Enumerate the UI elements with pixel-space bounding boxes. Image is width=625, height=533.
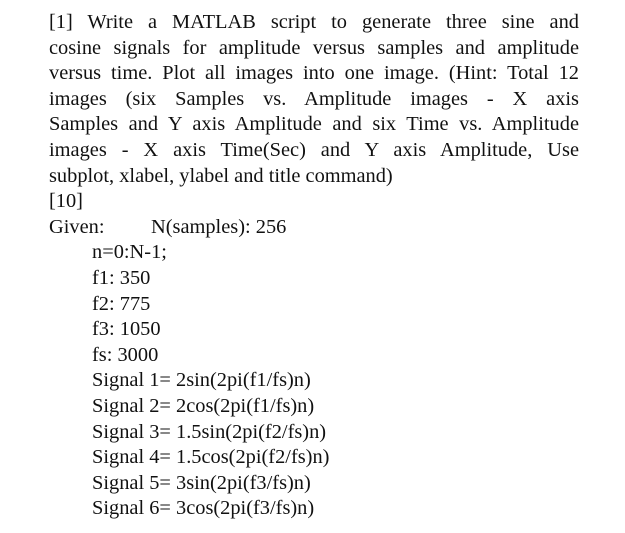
given-list — [49, 240, 579, 522]
question-line: subplot, xlabel, ylabel and title command) — [49, 164, 393, 187]
question-line: images - X axis Time(Sec) and Y axis Amplitude, Use — [49, 138, 579, 161]
given-item: Signal 3= 1.5sin(2pi(f2/fs)n) — [92, 420, 327, 443]
question-line: cosine signals for amplitude versus samples and amplitude — [49, 36, 579, 59]
given-item: Signal 2= 2cos(2pi(f1/fs)n) — [92, 394, 315, 417]
given-item: Signal 4= 1.5cos(2pi(f2/fs)n) — [92, 446, 330, 469]
given-label: Given: — [49, 215, 105, 238]
given-item: f3: 1050 — [92, 318, 161, 341]
question-line: Samples and Y axis Amplitude and six Time vs. Amplitude — [49, 113, 579, 136]
question-text — [49, 10, 579, 189]
given-header — [49, 215, 579, 241]
given-item: f2: 775 — [92, 292, 151, 315]
given-samples: N(samples): 256 — [151, 215, 287, 238]
given-item: fs: 3000 — [92, 343, 159, 366]
document-page — [49, 10, 579, 522]
question-line: versus time. Plot all images into one image. (Hint: Total 12 — [49, 62, 579, 85]
given-item: Signal 1= 2sin(2pi(f1/fs)n) — [92, 369, 311, 392]
marks-label: [10] — [49, 190, 83, 213]
given-item: f1: 350 — [92, 266, 151, 289]
question-line: images (six Samples vs. Amplitude images - X axis — [49, 87, 579, 110]
given-item: Signal 5= 3sin(2pi(f3/fs)n) — [92, 471, 311, 494]
given-item: n=0:N-1; — [92, 241, 167, 264]
given-item: Signal 6= 3cos(2pi(f3/fs)n) — [92, 497, 315, 520]
question-line: [1] Write a MATLAB script to generate three sine and — [49, 11, 579, 33]
